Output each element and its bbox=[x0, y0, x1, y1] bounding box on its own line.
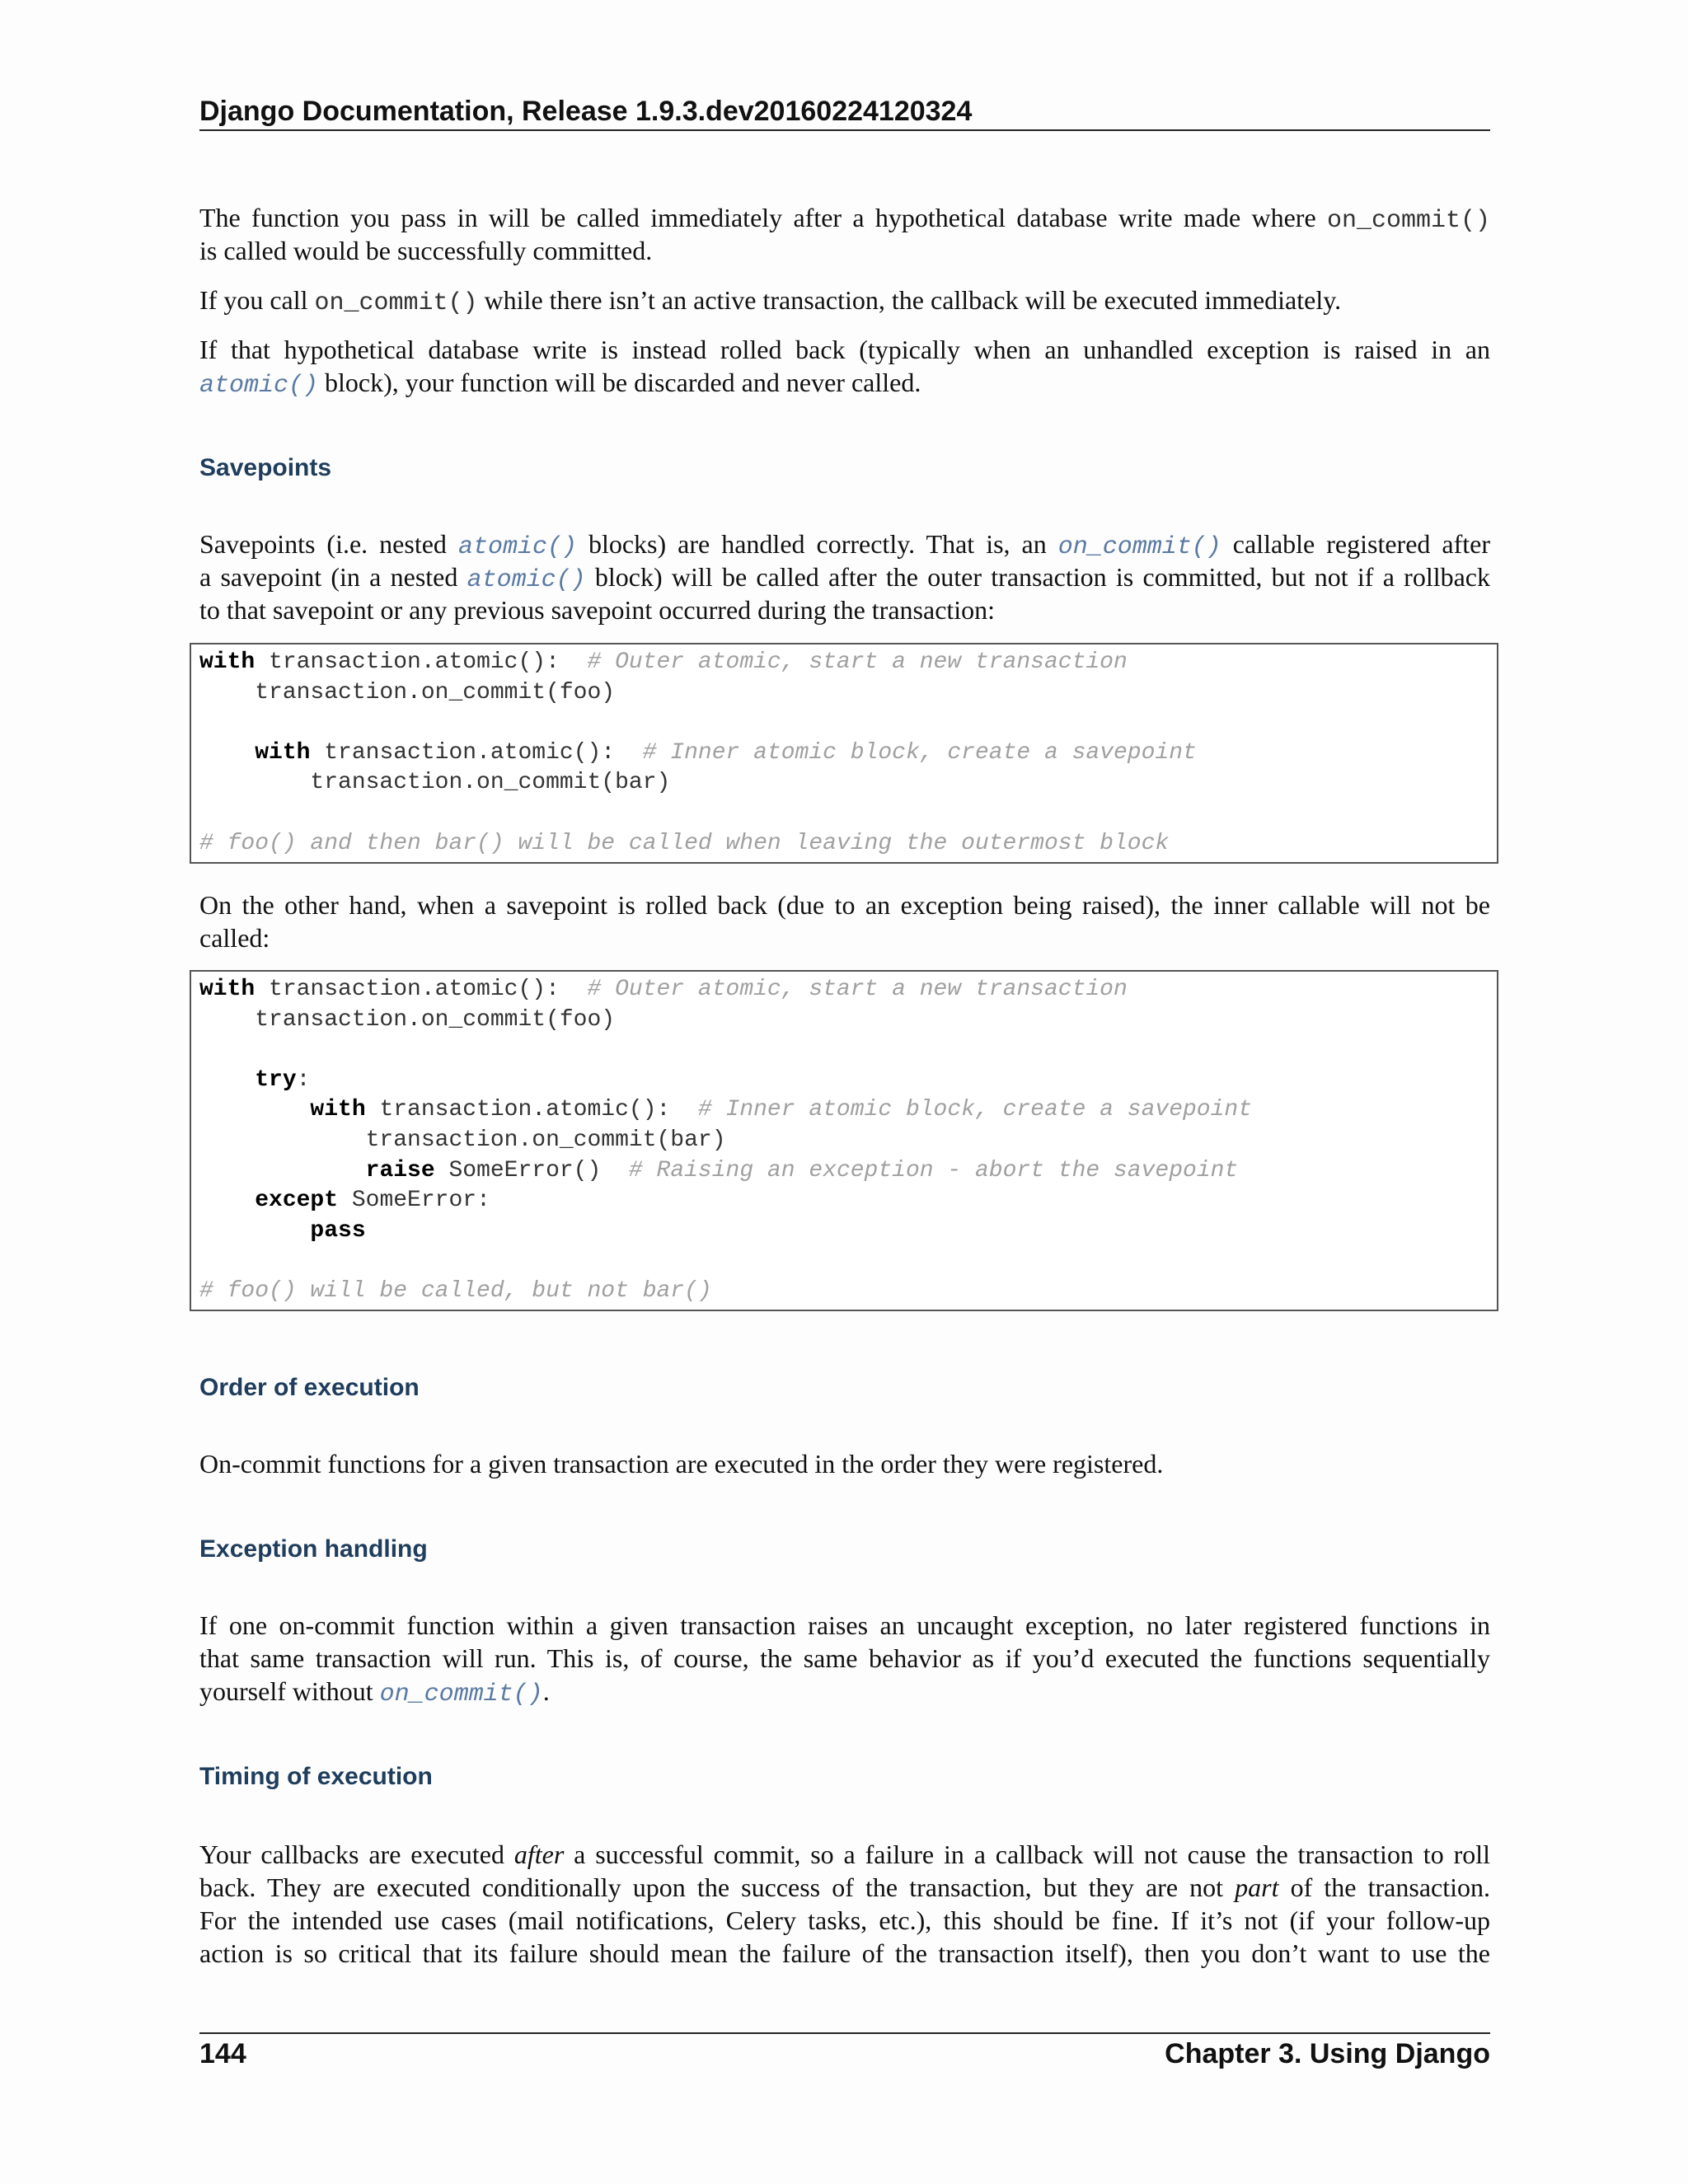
code-line: except SomeError: bbox=[255, 1188, 490, 1214]
code-line: pass bbox=[310, 1217, 366, 1244]
on-commit-code: on_commit() bbox=[1326, 207, 1490, 235]
savepoints-paragraph: Savepoints (i.e. nested atomic() blocks) are handled correctly. That is, an on_commit() callable registered after a savepoint (in a nested atomic() block) will be called after the outer transaction is committed, but not if a rollback to that savepoint or any previous savepoint occurred during the transaction: bbox=[199, 529, 1491, 625]
atomic-link[interactable]: atomic() bbox=[199, 372, 319, 400]
code-line-blank bbox=[199, 799, 1489, 829]
code-line: transaction.on_commit(foo) bbox=[199, 679, 616, 705]
intro-p1-line2: is called would be successfully committed. bbox=[199, 236, 653, 265]
code-block-rollback bbox=[190, 970, 1498, 1311]
exceptions-paragraph: If one on-commit function within a given transaction raises an uncaught exception, no later registered functions in that same transaction will run. This is, of course, the same behavior as if you’d executed the functions sequentially yourself without on_commit(). bbox=[199, 1610, 1490, 1708]
code-line: transaction.on_commit(bar) bbox=[199, 770, 671, 796]
order-paragraph: On-commit functions for a given transaction are executed in the order they were registered. bbox=[199, 1449, 1164, 1479]
code-comment-line: # foo() will be called, but not bar() bbox=[199, 1277, 712, 1304]
footer-rule bbox=[199, 2032, 1490, 2034]
page-number: 144 bbox=[199, 2038, 246, 2069]
code-line: transaction.on_commit(foo) bbox=[199, 1006, 616, 1033]
intro-paragraph-2: If you call on_commit() while there isn’t an active transaction, the callback will be executed immediately. bbox=[199, 285, 1342, 317]
code-line-blank bbox=[199, 1035, 1489, 1066]
code-line: with transaction.atomic(): # Outer atomic, start a new transaction bbox=[199, 977, 1128, 1002]
chapter-title: Chapter 3. Using Django bbox=[1165, 2038, 1490, 2069]
rollback-paragraph: On the other hand, when a savepoint is rolled back (due to an exception being raised), the inner callable will not be called: bbox=[199, 890, 1490, 953]
code-line: try: bbox=[255, 1066, 311, 1093]
heading-exception-handling: Exception handling bbox=[199, 1535, 428, 1563]
code-line: with transaction.atomic(): # Inner atomic block, create a savepoint bbox=[310, 1097, 1253, 1123]
code-line-blank bbox=[199, 1246, 1489, 1277]
on-commit-link[interactable]: on_commit() bbox=[379, 1680, 543, 1708]
code-line-blank bbox=[199, 708, 1489, 738]
on-commit-code: on_commit() bbox=[314, 289, 478, 317]
code-block-savepoints bbox=[190, 643, 1498, 864]
running-header: Django Documentation, Release 1.9.3.dev20160224120324 bbox=[199, 96, 973, 127]
timing-paragraph: Your callbacks are executed after a successful commit, so a failure in a callback will not cause the transaction to roll back. They are executed conditionally upon the success of the transaction, but they are not part of the transaction. For the intended use cases (mail notifications, Celery tasks, etc.), this should be fine. If it’s not (if your follow-up action is so critical that its failure should mean the failure of the transaction itself), then you don’t want to use the bbox=[199, 1840, 1491, 1968]
heading-order-of-execution: Order of execution bbox=[199, 1374, 420, 1401]
atomic-link[interactable]: atomic() bbox=[467, 566, 586, 594]
code-line: with transaction.atomic(): # Inner atomic block, create a savepoint bbox=[255, 739, 1197, 766]
header-rule bbox=[199, 129, 1490, 131]
atomic-link[interactable]: atomic() bbox=[457, 533, 577, 561]
intro-p1-line1: The function you pass in will be called immediately after a hypothetical database write made where on_commit() bbox=[199, 203, 1490, 235]
code-line: transaction.on_commit(bar) bbox=[199, 1127, 726, 1153]
code-comment-line: # foo() and then bar() will be called when leaving the outermost block bbox=[199, 830, 1170, 856]
heading-savepoints: Savepoints bbox=[199, 454, 332, 481]
code-line: with transaction.atomic(): # Outer atomic, start a new transaction bbox=[199, 649, 1128, 675]
heading-timing-of-execution: Timing of execution bbox=[199, 1763, 433, 1790]
intro-paragraph-3: If that hypothetical database write is instead rolled back (typically when an unhandled exception is raised in an atomic() block), your function will be discarded and never called. bbox=[199, 335, 1490, 400]
intro-paragraph-1 bbox=[199, 201, 1490, 267]
code-line: raise SomeError() # Raising an exception - abort the savepoint bbox=[365, 1157, 1239, 1183]
on-commit-link[interactable]: on_commit() bbox=[1057, 533, 1221, 561]
